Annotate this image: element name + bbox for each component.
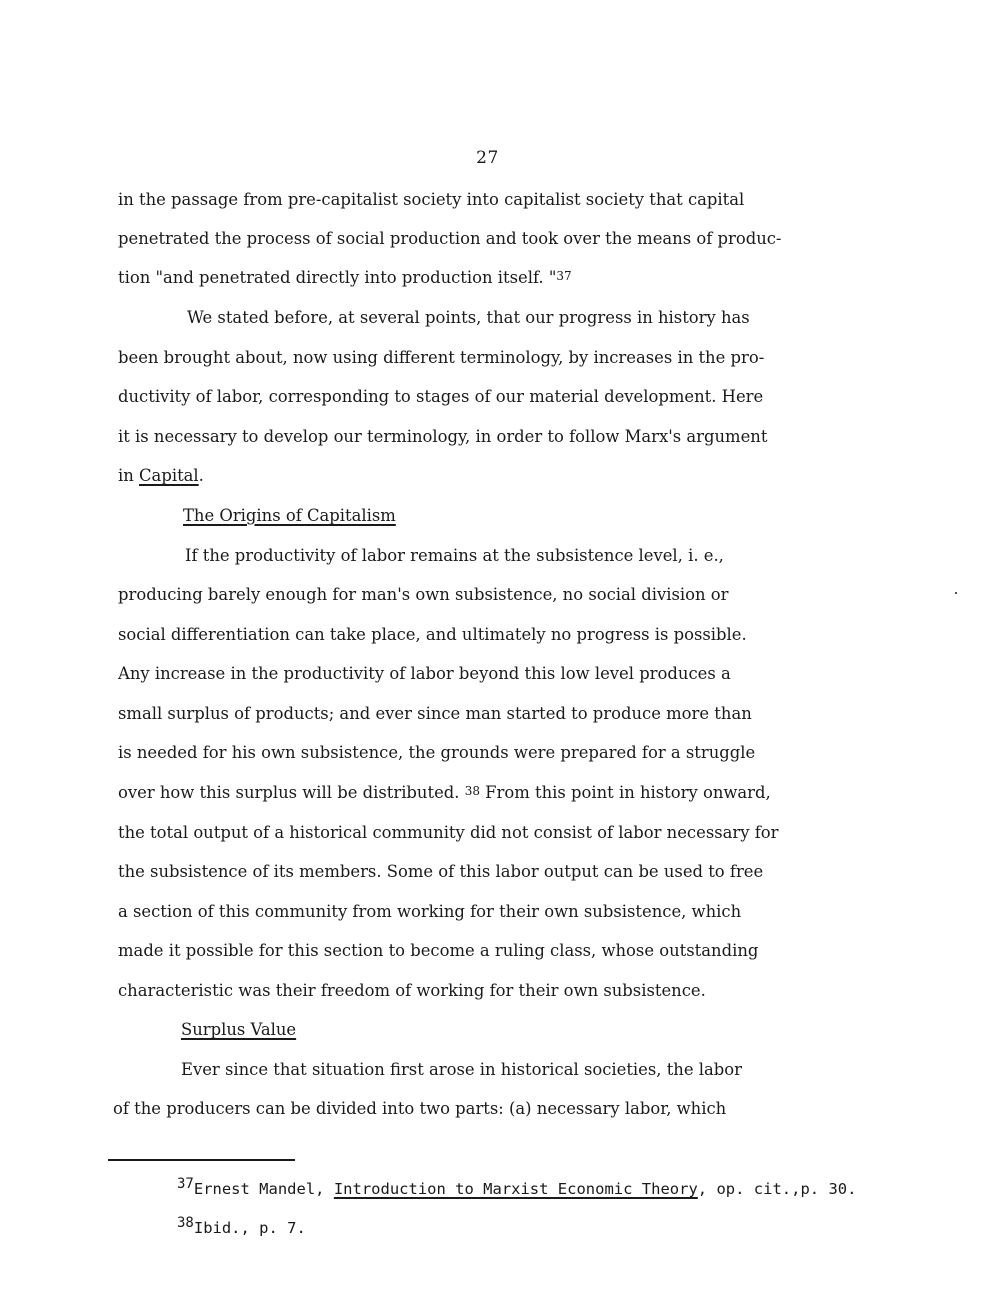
body-line: small surplus of products; and ever since man started to produce more than <box>118 704 752 723</box>
footnote-author: Ernest Mandel, <box>193 1180 334 1198</box>
book-title: Capital <box>139 466 199 485</box>
body-line: in the passage from pre-capitalist society into capitalist society that capital <box>118 190 745 209</box>
section-heading: The Origins of Capitalism <box>183 506 396 525</box>
body-text: tion "and penetrated directly into production itself. " <box>118 268 557 287</box>
body-line: penetrated the process of social production and took over the means of produc- <box>118 229 782 248</box>
page-number: 27 <box>476 148 499 168</box>
body-line: of the producers can be divided into two parts: (a) necessary labor, which <box>113 1099 727 1118</box>
body-line: Ever since that situation first arose in historical societies, the labor <box>181 1060 742 1079</box>
body-line: the total output of a historical community did not consist of labor necessary for <box>118 823 779 842</box>
body-line: is needed for his own subsistence, the grounds were prepared for a struggle <box>118 743 756 762</box>
body-text: From this point in history onward, <box>479 783 771 802</box>
body-text: over how this surplus will be distributed. <box>118 783 465 802</box>
body-line: the subsistence of its members. Some of this labor output can be used to free <box>118 862 764 881</box>
footnote-citation: Ibid., p. 7. <box>193 1219 306 1237</box>
section-heading: Surplus Value <box>181 1020 297 1039</box>
footnote-number: 37 <box>177 1176 194 1192</box>
footnote-citation: , op. cit.,p. 30. <box>697 1180 857 1198</box>
footnote-book-title: Introduction to Marxist Economic Theory <box>333 1180 698 1198</box>
body-line: it is necessary to develop our terminology, in order to follow Marx's argument <box>118 427 768 446</box>
footnote-separator <box>108 1159 295 1161</box>
body-line <box>118 783 771 804</box>
scan-speck <box>955 592 957 594</box>
footnote-number: 38 <box>177 1215 194 1231</box>
body-line <box>118 268 572 289</box>
body-line: been brought about, now using different terminology, by increases in the pro- <box>118 348 765 367</box>
footnote-ref: 38 <box>464 784 480 798</box>
body-line: ductivity of labor, corresponding to stages of our material development. Here <box>118 387 764 406</box>
body-line: If the productivity of labor remains at the subsistence level, i. e., <box>185 546 724 565</box>
body-line: producing barely enough for man's own subsistence, no social division or <box>118 585 729 604</box>
body-line: We stated before, at several points, that our progress in history has <box>187 308 750 327</box>
body-line: Any increase in the productivity of labor beyond this low level produces a <box>118 664 731 683</box>
body-text: in <box>118 466 140 485</box>
body-line: social differentiation can take place, and ultimately no progress is possible. <box>118 625 747 644</box>
body-line: characteristic was their freedom of working for their own subsistence. <box>118 981 706 1000</box>
body-line: made it possible for this section to become a ruling class, whose outstanding <box>118 941 759 960</box>
footnote <box>177 1176 857 1200</box>
body-text: . <box>198 466 204 485</box>
footnote <box>177 1215 306 1239</box>
body-line <box>118 466 204 486</box>
footnote-ref: 37 <box>556 269 572 283</box>
body-line: a section of this community from working for their own subsistence, which <box>118 902 742 921</box>
